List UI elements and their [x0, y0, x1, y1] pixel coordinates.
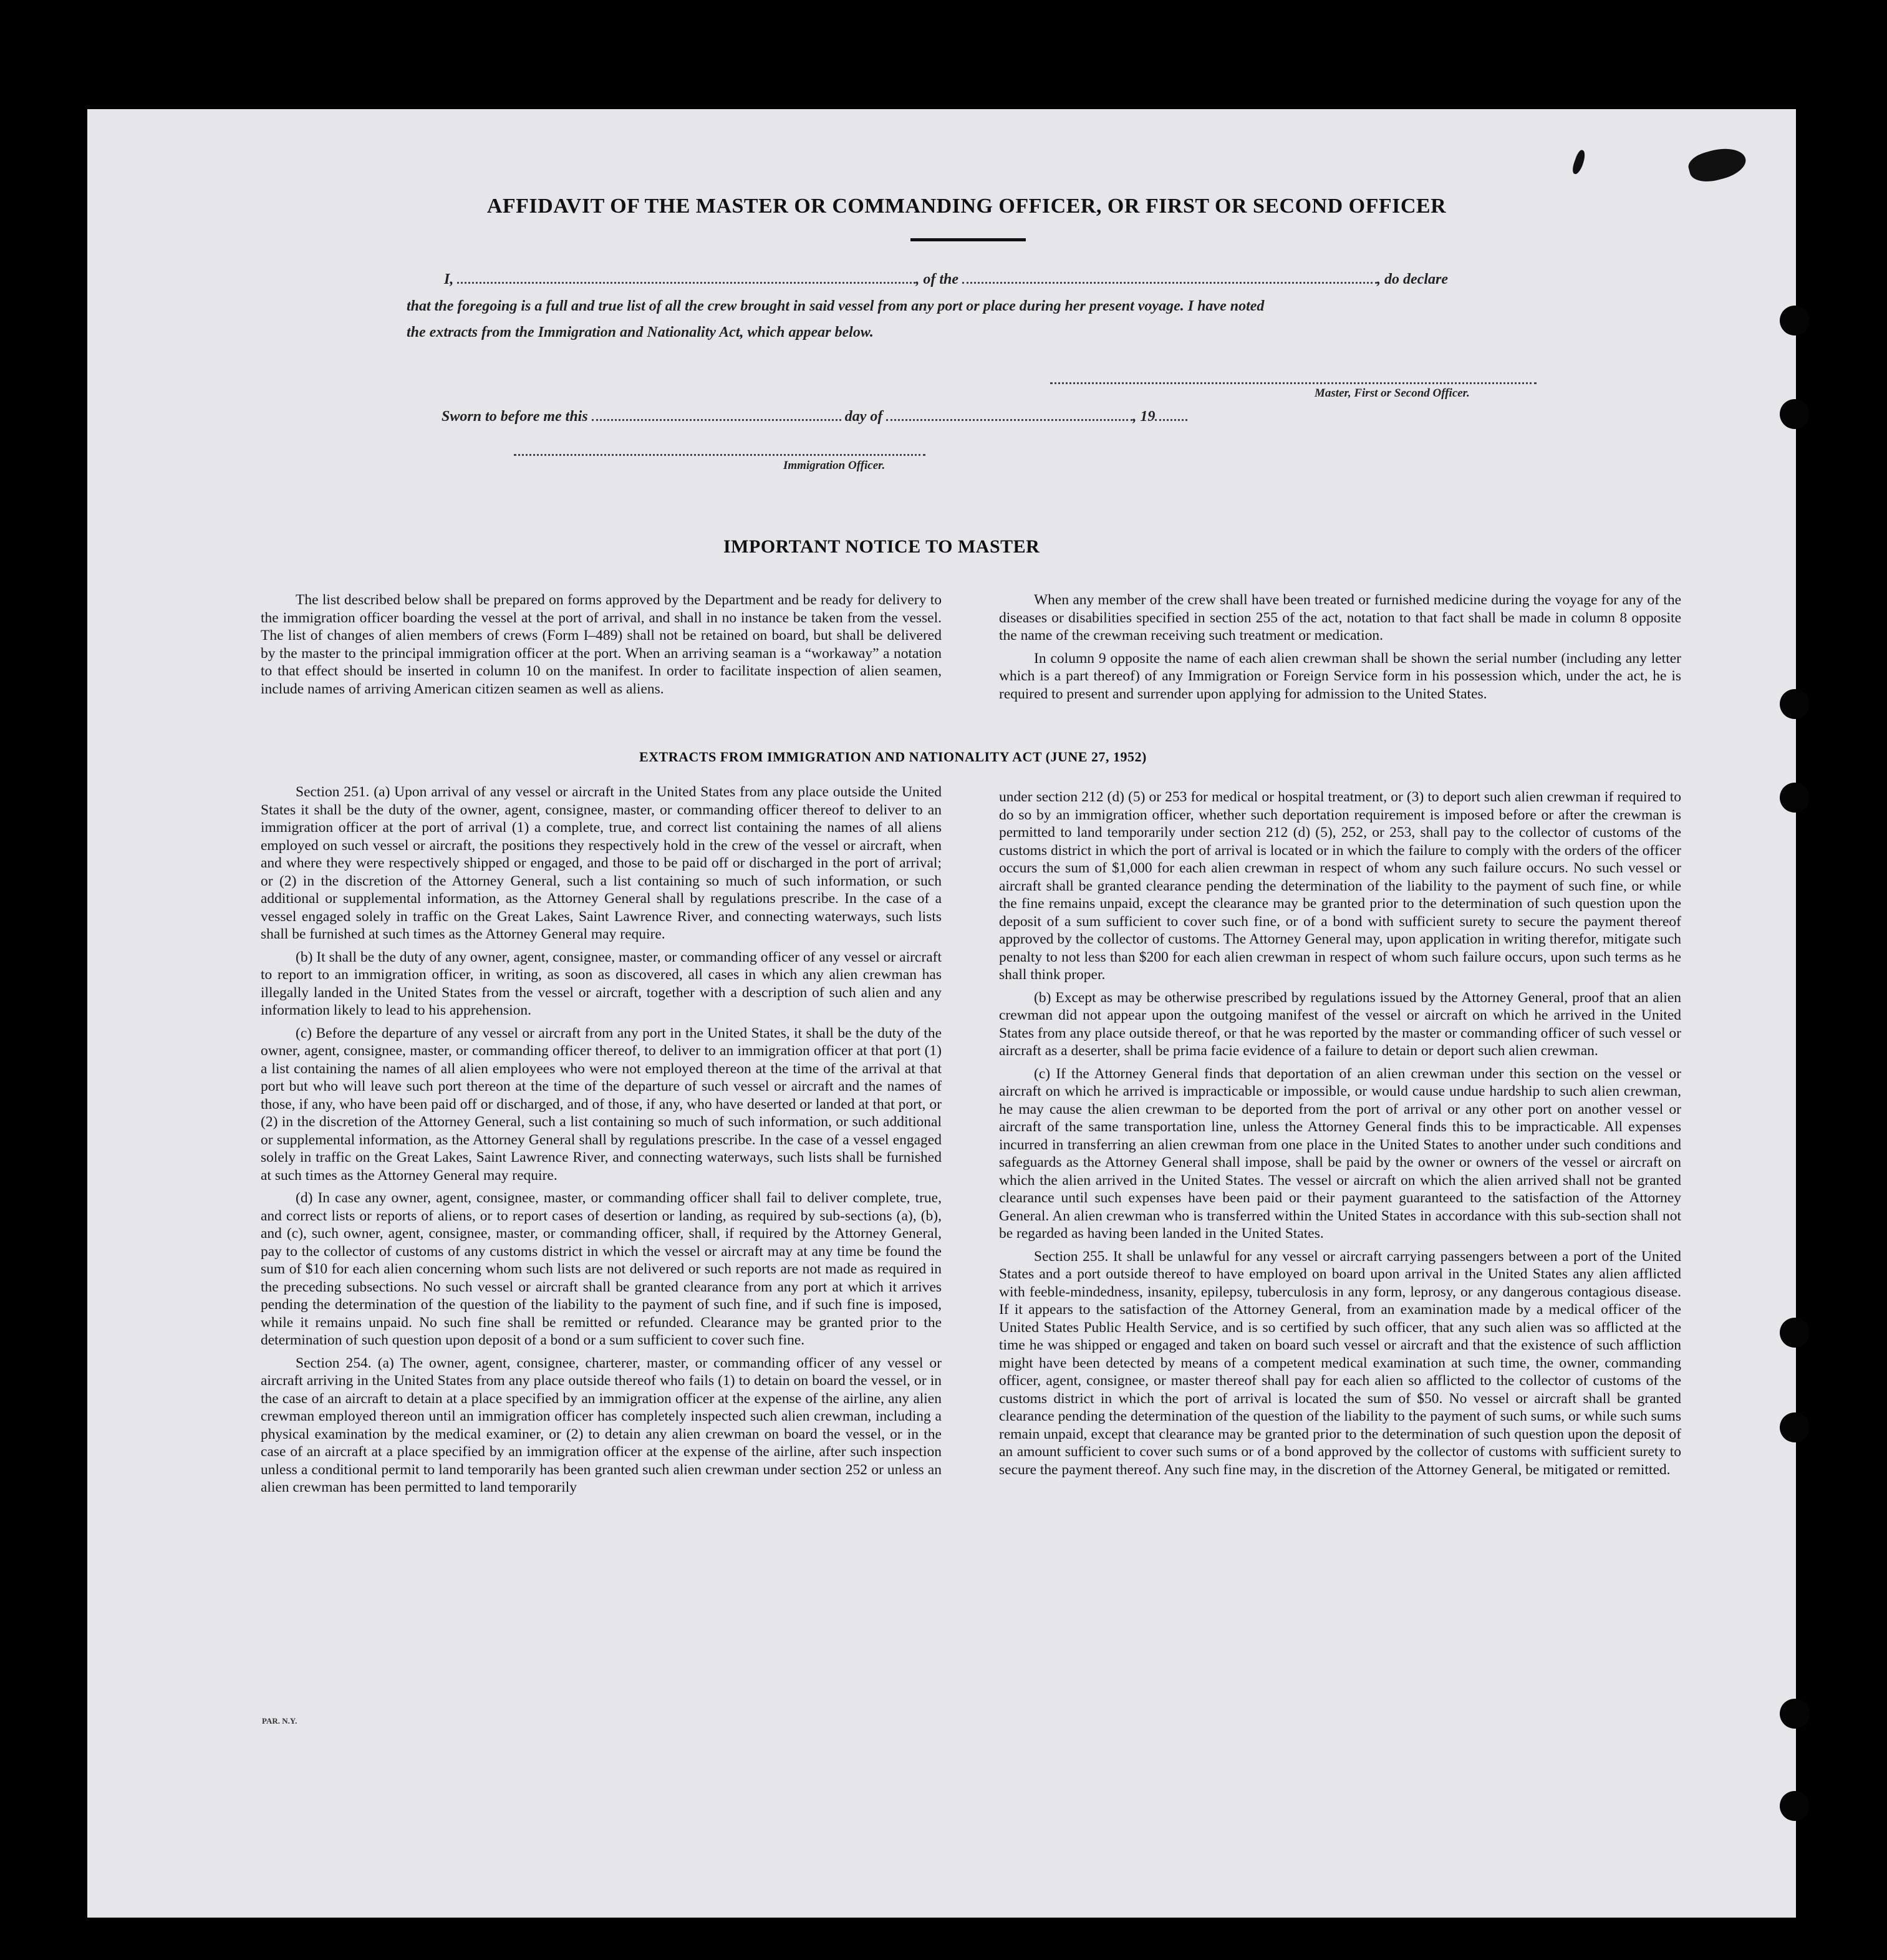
- extract-paragraph: Section 255. It shall be unlawful for any vessel or aircraft carrying passengers between a port of the United States and a port outside thereof to have employed on board upon arrival in the United States any alien afflicted with feeble-mindedness, insanity, epilepsy, tuberculosis in any form, leprosy, or any dangerous contagious disease. If it appears to the satisfaction of the Attorney General, from an examination made by a medical officer of the United States Public Health Service, and is so certified by such officer, that any such alien was so afflicted at the time he was shipped or engaged and taken on board such vessel or aircraft and that the existence of such affliction might have been detected by means of a competent medical examination at such time, the owner, commanding officer, agent, consignee, or master thereof shall pay for each alien so afflicted to the collector of customs of the customs district in which the port of arrival is located the sum of $50. No vessel or aircraft shall be granted clearance pending the determination of the question of the liability to the payment of such sums, or while such sums remain unpaid, except that clearance may be granted prior to the determination of such question upon the deposit of an amount sufficient to cover such sums or of a bond approved by the collector of customs with sufficient surety to secure the payment thereof. Any such fine may, in the discretion of the Attorney General, be mitigated or remitted.: [999, 1248, 1681, 1478]
- sworn-day-blank[interactable]: [592, 415, 841, 421]
- punch-hole: [1780, 1318, 1810, 1348]
- name-blank[interactable]: [457, 278, 915, 284]
- extract-paragraph: under section 212 (d) (5) or 253 for medical or hospital treatment, or (3) to deport such alien crewman if required to do so by an immigration officer, whether such deportation requirement is imposed before or after the crewman is permitted to land temporarily under section 212 (d) (5), 252, or 253, shall pay to the collector of customs of the customs district in which the port of arrival is located or in which the failure to comply with the orders of the officer occurs the sum of $1,000 for each alien crewman in respect of whom any such failure occurs. No such vessel or aircraft shall be granted clearance pending the determination of the liability to the payment of such fine, or while the fine remains unpaid, except the clearance may be granted prior to the determination of such question upon the deposit of a sum sufficient to cover such fine, or of a bond with sufficient surety to secure the payment thereof approved by the collector of customs. The Attorney General may, upon application in writing therefor, mitigate such penalty to not less than $200 for each alien crewman in respect of whom such failure occurs, upon such terms as he shall think proper.: [999, 789, 1681, 983]
- extracts-right-column: [999, 788, 1681, 1484]
- notice-title: IMPORTANT NOTICE TO MASTER: [723, 536, 1040, 557]
- affidavit-line-3: the extracts from the Immigration and Nationality Act, which appear below.: [407, 324, 874, 340]
- affidavit-line-2: that the foregoing is a full and true list of all the crew brought in said vessel from any port or place during her present voyage. I have noted: [407, 298, 1265, 314]
- printer-mark: PAR. N.Y.: [262, 1716, 297, 1726]
- vessel-blank[interactable]: [962, 278, 1377, 284]
- extract-paragraph: Section 251. (a) Upon arrival of any vessel or aircraft in the United States from any place outside the United States it shall be the duty of the owner, agent, consignee, master, or commanding officer thereof to deliver to an immigration officer at the port of arrival (1) a complete, true, and correct list containing the names of all aliens employed on such vessel or aircraft, the positions they respectively hold in the crew of the vessel or aircraft, when and where they were respectively shipped or engaged, and those to be paid off or discharged in the port of arrival; or (2) in the discretion of the Attorney General, such a list containing so much of such information, or such additional or supplemental information, as the Attorney General shall by regulations prescribe. In the case of a vessel engaged solely in traffic on the Great Lakes, Saint Lawrence River, and connecting waterways, such lists shall be furnished at such times as the Attorney General may require.: [261, 784, 942, 942]
- punch-hole: [1780, 783, 1810, 813]
- notice-right-column: [999, 591, 1681, 708]
- punch-hole: [1780, 1699, 1810, 1729]
- punch-hole: [1780, 1791, 1810, 1821]
- master-caption: Master, First or Second Officer.: [1315, 387, 1470, 400]
- sworn-line: [442, 408, 1187, 425]
- extract-paragraph: Section 254. (a) The owner, agent, consignee, charterer, master, or commanding officer of any vessel or aircraft arriving in the United States from any place outside thereof who fails (1) to detain on board the vessel, or in the case of an aircraft to detain at a place specified by an immigration officer at the expense of the airline, any alien crewman employed thereon until an immigration officer has completely inspected such alien crewman, including a physical examination by the medical examiner, or (2) to detain any alien crewman on board the vessel, or in the case of an aircraft at a place specified by an immigration officer at the expense of the airline, after such inspection unless a conditional permit to land temporarily has been granted such alien crewman under section 252 or unless an alien crewman has been permitted to land temporarily: [261, 1354, 942, 1495]
- punch-hole: [1780, 399, 1810, 429]
- extracts-title: EXTRACTS FROM IMMIGRATION AND NATIONALITY ACT (JUNE 27, 1952): [639, 749, 1147, 765]
- extract-paragraph: (b) It shall be the duty of any owner, agent, consignee, master, or commanding officer of any vessel or aircraft to report to an immigration officer, in writing, as soon as discovered, all cases in which any alien crewman has illegally landed in the United States from the vessel or aircraft, together with a description of such alien and any information likely to lead to his apprehension.: [261, 949, 942, 1018]
- master-signature-line[interactable]: [1050, 382, 1537, 384]
- title-divider: [910, 238, 1026, 241]
- affidavit-line-1: [444, 271, 1448, 288]
- sworn-day-of: day of: [844, 408, 883, 425]
- extract-paragraph: (d) In case any owner, agent, consignee, master, or commanding officer shall fail to deliver complete, true, and correct lists or reports of aliens, or to report cases of desertion or landing, as required by sub-sections (a), (b), and (c), such owner, agent, consignee, master, or commanding officer, shall, if required by the Attorney General, pay to the collector of customs of any customs district in which the vessel or aircraft may at any time be found the sum of $10 for each alien concerning whom such lists are not delivered or such reports are not made as required in the preceding subsections. No such vessel or aircraft shall be granted clearance from any port at which it arrives pending the determination of the question of the liability to the payment of such fine, and if such fine is imposed, while it remains unpaid. No such fine shall be remitted or refunded. Clearance may be granted prior to the determination of such question upon deposit of a bond or a sum sufficient to cover such fine.: [261, 1190, 942, 1348]
- notice-left-column: [261, 591, 942, 703]
- notice-paragraph: When any member of the crew shall have been treated or furnished medicine during the voyage for any of the diseases or disabilities specified in section 255 of the act, notation to that fact shall be made in column 8 opposite the name of the crewman receiving such treatment or medication.: [999, 592, 1681, 644]
- extract-paragraph: (c) If the Attorney General finds that deportation of an alien crewman under this section on the vessel or aircraft on which he arrived is impracticable or impossible, or would cause undue hardship to such alien crewman, he may cause the alien crewman to be deported from the port of arrival or any other port on another vessel or aircraft of the same transportation line, unless the Attorney General finds this to be impracticable. All expenses incurred in transferring an alien crewman from one place in the United States to another under such conditions and safeguards as the Attorney General shall impose, shall be paid by the owner or owners of the vessel or aircraft on which the alien arrived in the United States. The vessel or aircraft on which the alien arrived shall not be granted clearance until such expenses have been paid or their payment guaranteed to the satisfaction of the Attorney General. An alien crewman who is transferred within the United States in accordance with this sub-section shall not be regarded as having been landed in the United States.: [999, 1065, 1681, 1242]
- extract-paragraph: (b) Except as may be otherwise prescribed by regulations issued by the Attorney General, proof that an alien crewman did not appear upon the outgoing manifest of the vessel or aircraft on which he arrived in the United States from any place outside thereof, or that he was reported by the master or commanding officer of such vessel or aircraft as a deserter, shall be prima facie evidence of a failure to detain or deport such alien crewman.: [999, 989, 1681, 1059]
- immigration-caption: Immigration Officer.: [783, 459, 886, 472]
- extracts-left-column: [261, 783, 942, 1502]
- immigration-signature-line[interactable]: [514, 454, 925, 456]
- notice-paragraph: In column 9 opposite the name of each alien crewman shall be shown the serial number (including any letter which is a part thereof) of any Immigration or Foreign Service form in his possession which, under the act, he is required to present and surrender upon applying for admission to the United States.: [999, 650, 1681, 702]
- affidavit-i: I,: [444, 271, 454, 287]
- affidavit-title: AFFIDAVIT OF THE MASTER OR COMMANDING OFFICER, OR FIRST OR SECOND OFFICER: [486, 195, 1447, 218]
- sworn-month-blank[interactable]: [886, 415, 1132, 421]
- notice-paragraph: The list described below shall be prepared on forms approved by the Department and be ready for delivery to the immigration officer boarding the vessel at the port of arrival, and shall in no instance be taken from the vessel. The list of changes of alien members of crews (Form I–489) shall not be retained on board, but shall be delivered by the master to the principal immigration officer at the port. When an arriving seaman is a “workaway” a notation to that effect should be inserted in column 10 on the manifest. In order to facilitate inspection of alien seamen, include names of arriving American citizen seamen as well as aliens.: [261, 592, 942, 697]
- punch-hole: [1780, 306, 1810, 336]
- sworn-year-blank[interactable]: [1155, 415, 1187, 421]
- punch-hole: [1780, 689, 1810, 719]
- sworn-year: , 19: [1132, 408, 1156, 425]
- affidavit-of-the: , of the: [915, 271, 959, 287]
- sworn-prefix: Sworn to before me this: [442, 408, 588, 425]
- affidavit-declare: , do declare: [1377, 271, 1448, 287]
- punch-hole: [1780, 1412, 1810, 1442]
- extract-paragraph: (c) Before the departure of any vessel or aircraft from any port in the United States, it shall be the duty of the owner, agent, consignee, master, or commanding officer thereof, to deliver to an immigration officer at that port (1) a list containing the names of all alien employees who were not employed thereon at the time of the arrival at that port but who will leave such port thereon at the time of the departure of such vessel or aircraft and the names of those, if any, who have been paid off or discharged, and of those, if any, who have deserted or landed at that port, or (2) in the discretion of the Attorney General, such a list containing so much of such information, or such additional or supplemental information, as the Attorney General shall by regulations prescribe. In the case of a vessel engaged solely in traffic on the Great Lakes, Saint Lawrence River, and connecting waterways, such lists shall be furnished at such times as the Attorney General may require.: [261, 1025, 942, 1184]
